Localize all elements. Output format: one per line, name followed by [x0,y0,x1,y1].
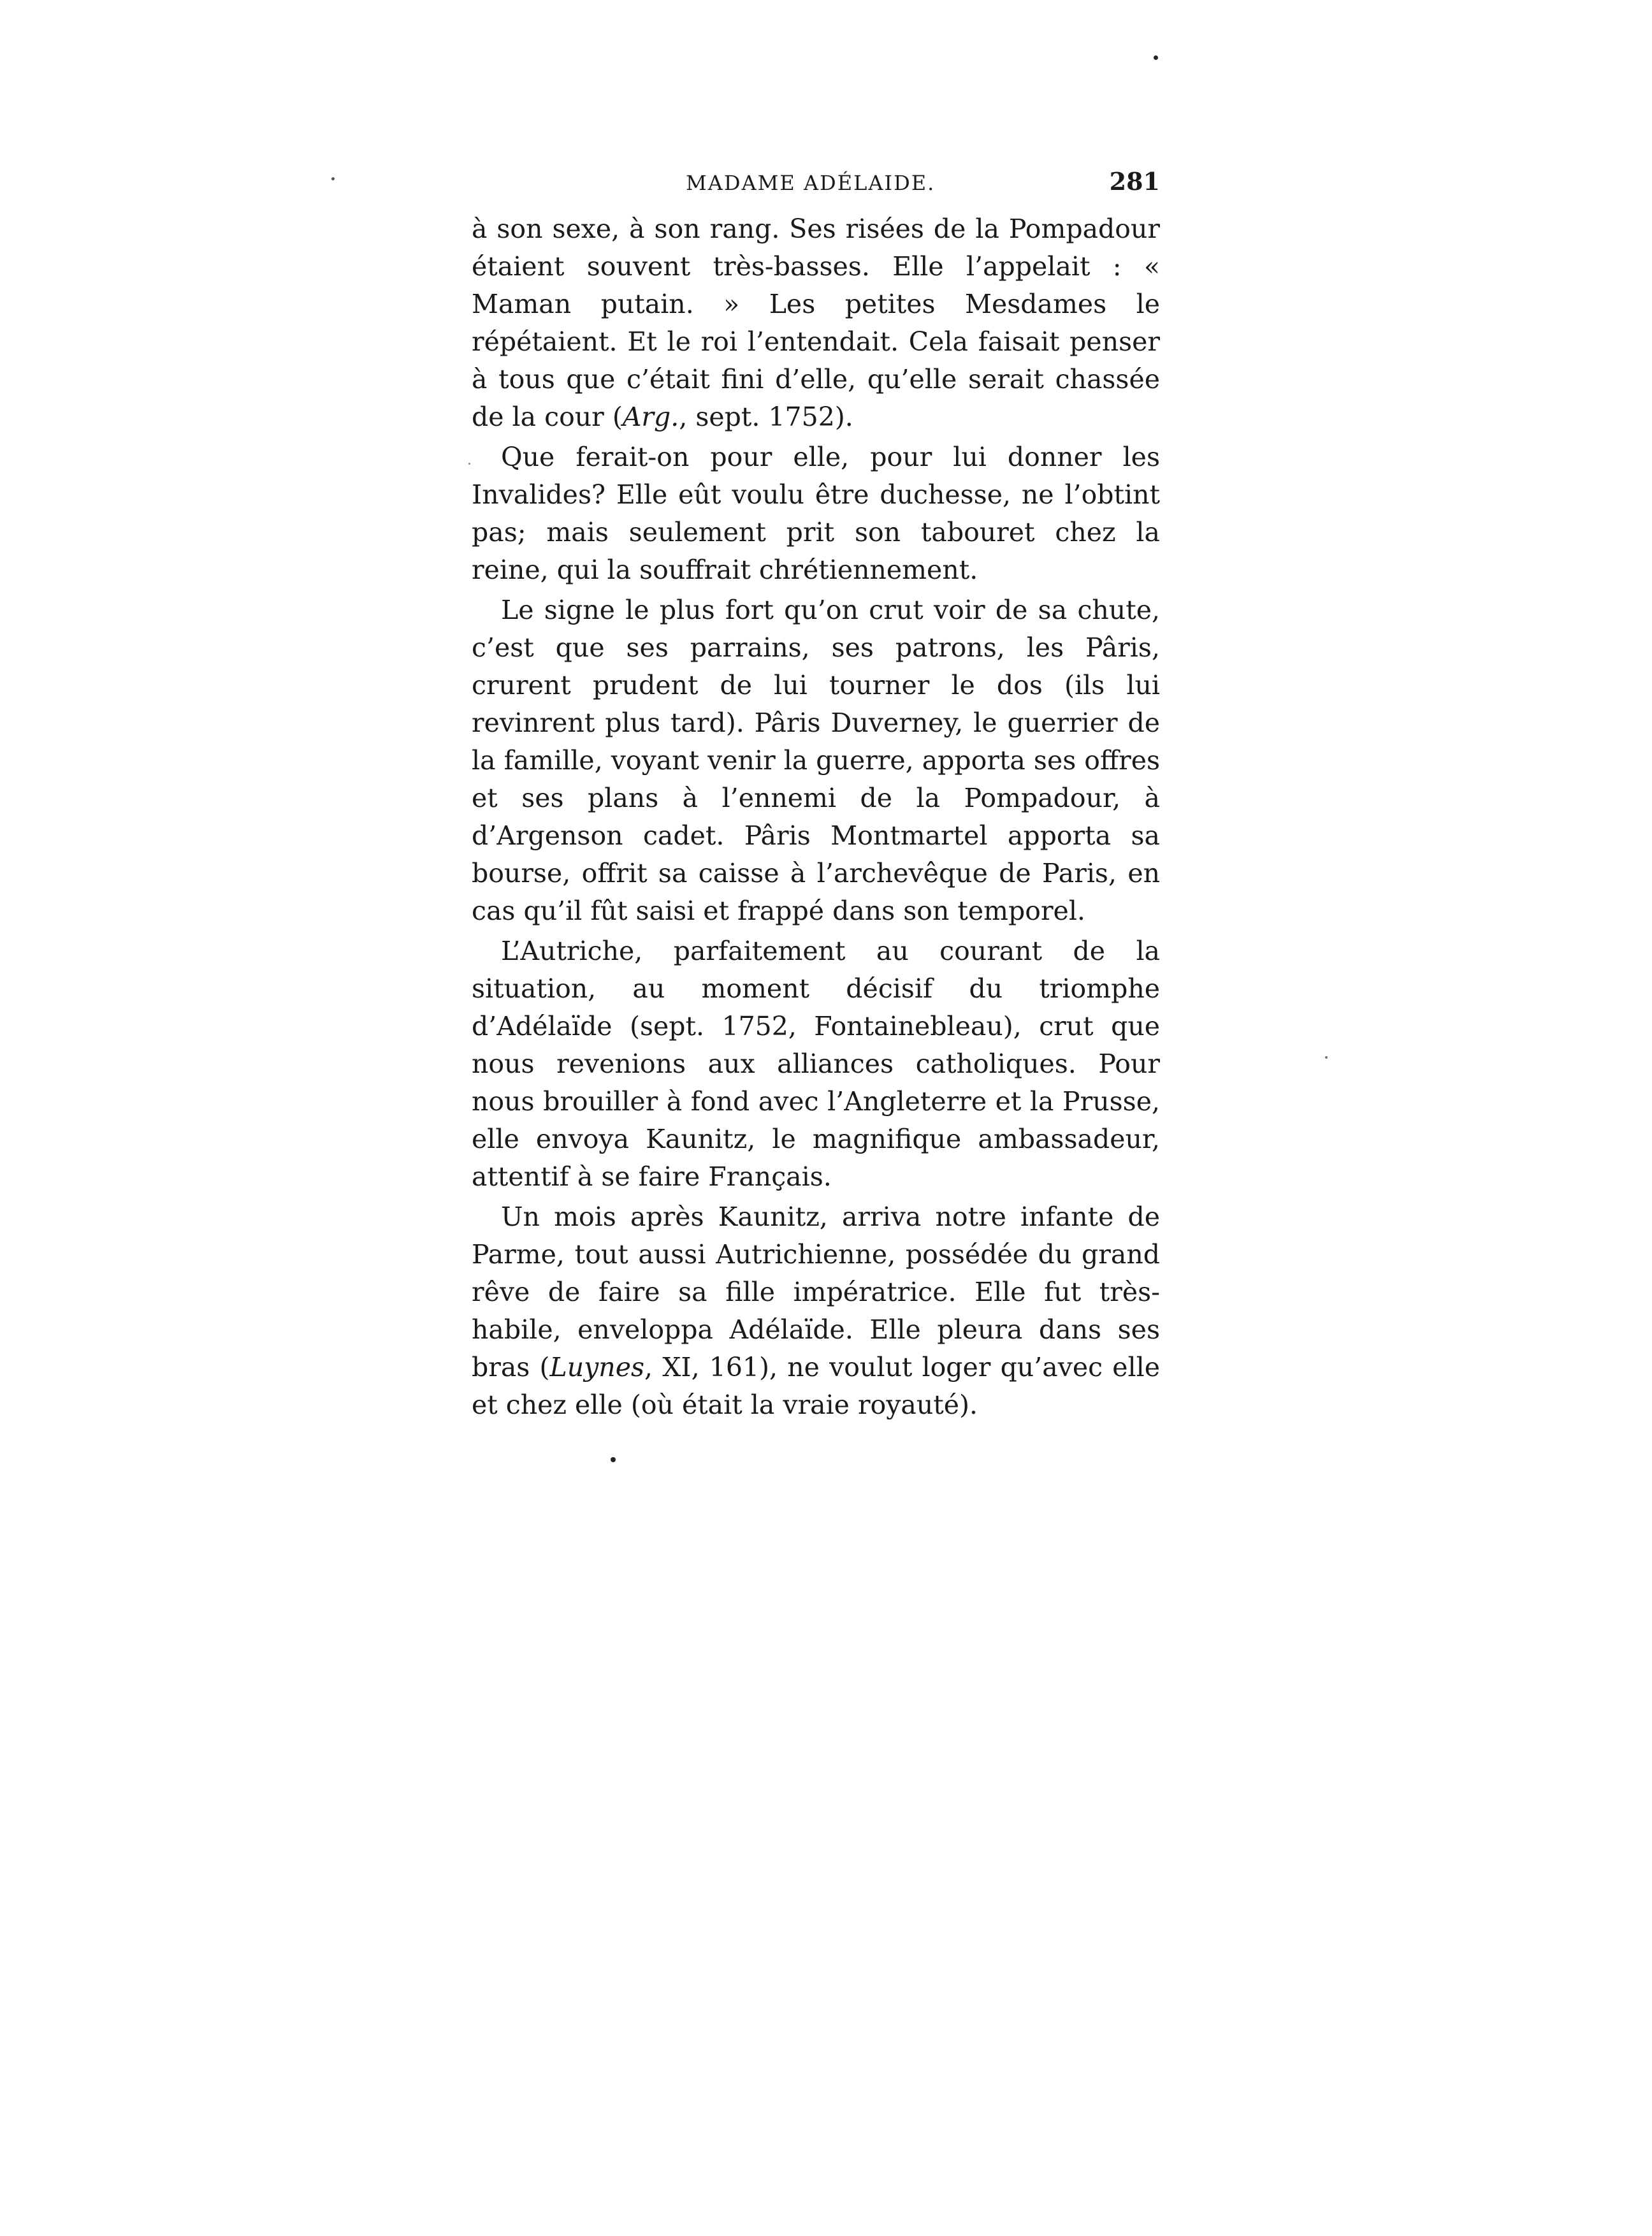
paragraph-2 [472,439,1160,589]
paragraph-5-text-a: Un mois après Kaunitz, arriva notre infante de Parme, tout aussi Autrichienne, possédée du grand rêve de faire sa fille impératrice. Elle fut très-habile, enveloppa Adélaïde. Elle pleura dans ses bras ( [472,1201,1160,1383]
ink-speck [1325,1056,1328,1059]
paragraph-3-text: Le signe le plus fort qu’on crut voir de sa chute, c’est que ses parrains, ses patrons, les Pâris, crurent prudent de lui tourner le dos (ils lui revinrent plus tard). Pâris Duverney, le guerrier de la famille, voyant venir la guerre, apporta ses offres et ses plans à l’ennemi de la Pompadour, à d’Argenson cadet. Pâris Montmartel apporta sa bourse, offrit sa caisse à l’archevêque de Paris, en cas qu’il fût saisi et frappé dans son temporel. [472,595,1160,926]
body-text [472,210,1160,1427]
citation-arg: Arg. [622,402,679,432]
paragraph-3 [472,592,1160,930]
running-head [472,167,1160,205]
citation-luynes: Luynes [549,1352,645,1383]
page-number: 281 [1109,167,1160,196]
paragraph-1-text-a: à son sexe, à son rang. Ses risées de la Pompadour étaient souvent très-basses. Elle l’appelait : « Maman putain. » Les petites Mesdames le répétaient. Et le roi l’entendait. Cela faisait penser à tous que c’était fini d’elle, qu’elle serait chassée de la cour ( [472,214,1160,432]
paragraph-4 [472,933,1160,1196]
ink-speck [1154,55,1158,60]
ink-speck [468,463,470,465]
paragraph-1-text-b: , sept. 1752). [679,402,853,432]
paragraph-5 [472,1198,1160,1424]
paragraph-1 [472,210,1160,436]
running-title: MADAME ADÉLAIDE. [686,171,936,195]
ink-speck [331,177,335,180]
paragraph-5-text-b: , XI, 161), ne voulut loger qu’avec elle et chez elle (où était la vraie royauté). [472,1352,1160,1420]
ink-speck [611,1457,616,1462]
paragraph-2-text: Que ferait-on pour elle, pour lui donner les Invalides? Elle eût voulu être duchesse, ne l’obtint pas; mais seulement prit son tabouret chez la reine, qui la souffrait chrétiennement. [472,442,1160,585]
paragraph-4-text: L’Autriche, parfaitement au courant de la situation, au moment décisif du triomphe d’Adélaïde (sept. 1752, Fontainebleau), crut que nous revenions aux alliances catholiques. Pour nous brouiller à fond avec l’Angleterre et la Prusse, elle envoya Kaunitz, le magnifique ambassadeur, attentif à se faire Français. [472,936,1160,1192]
